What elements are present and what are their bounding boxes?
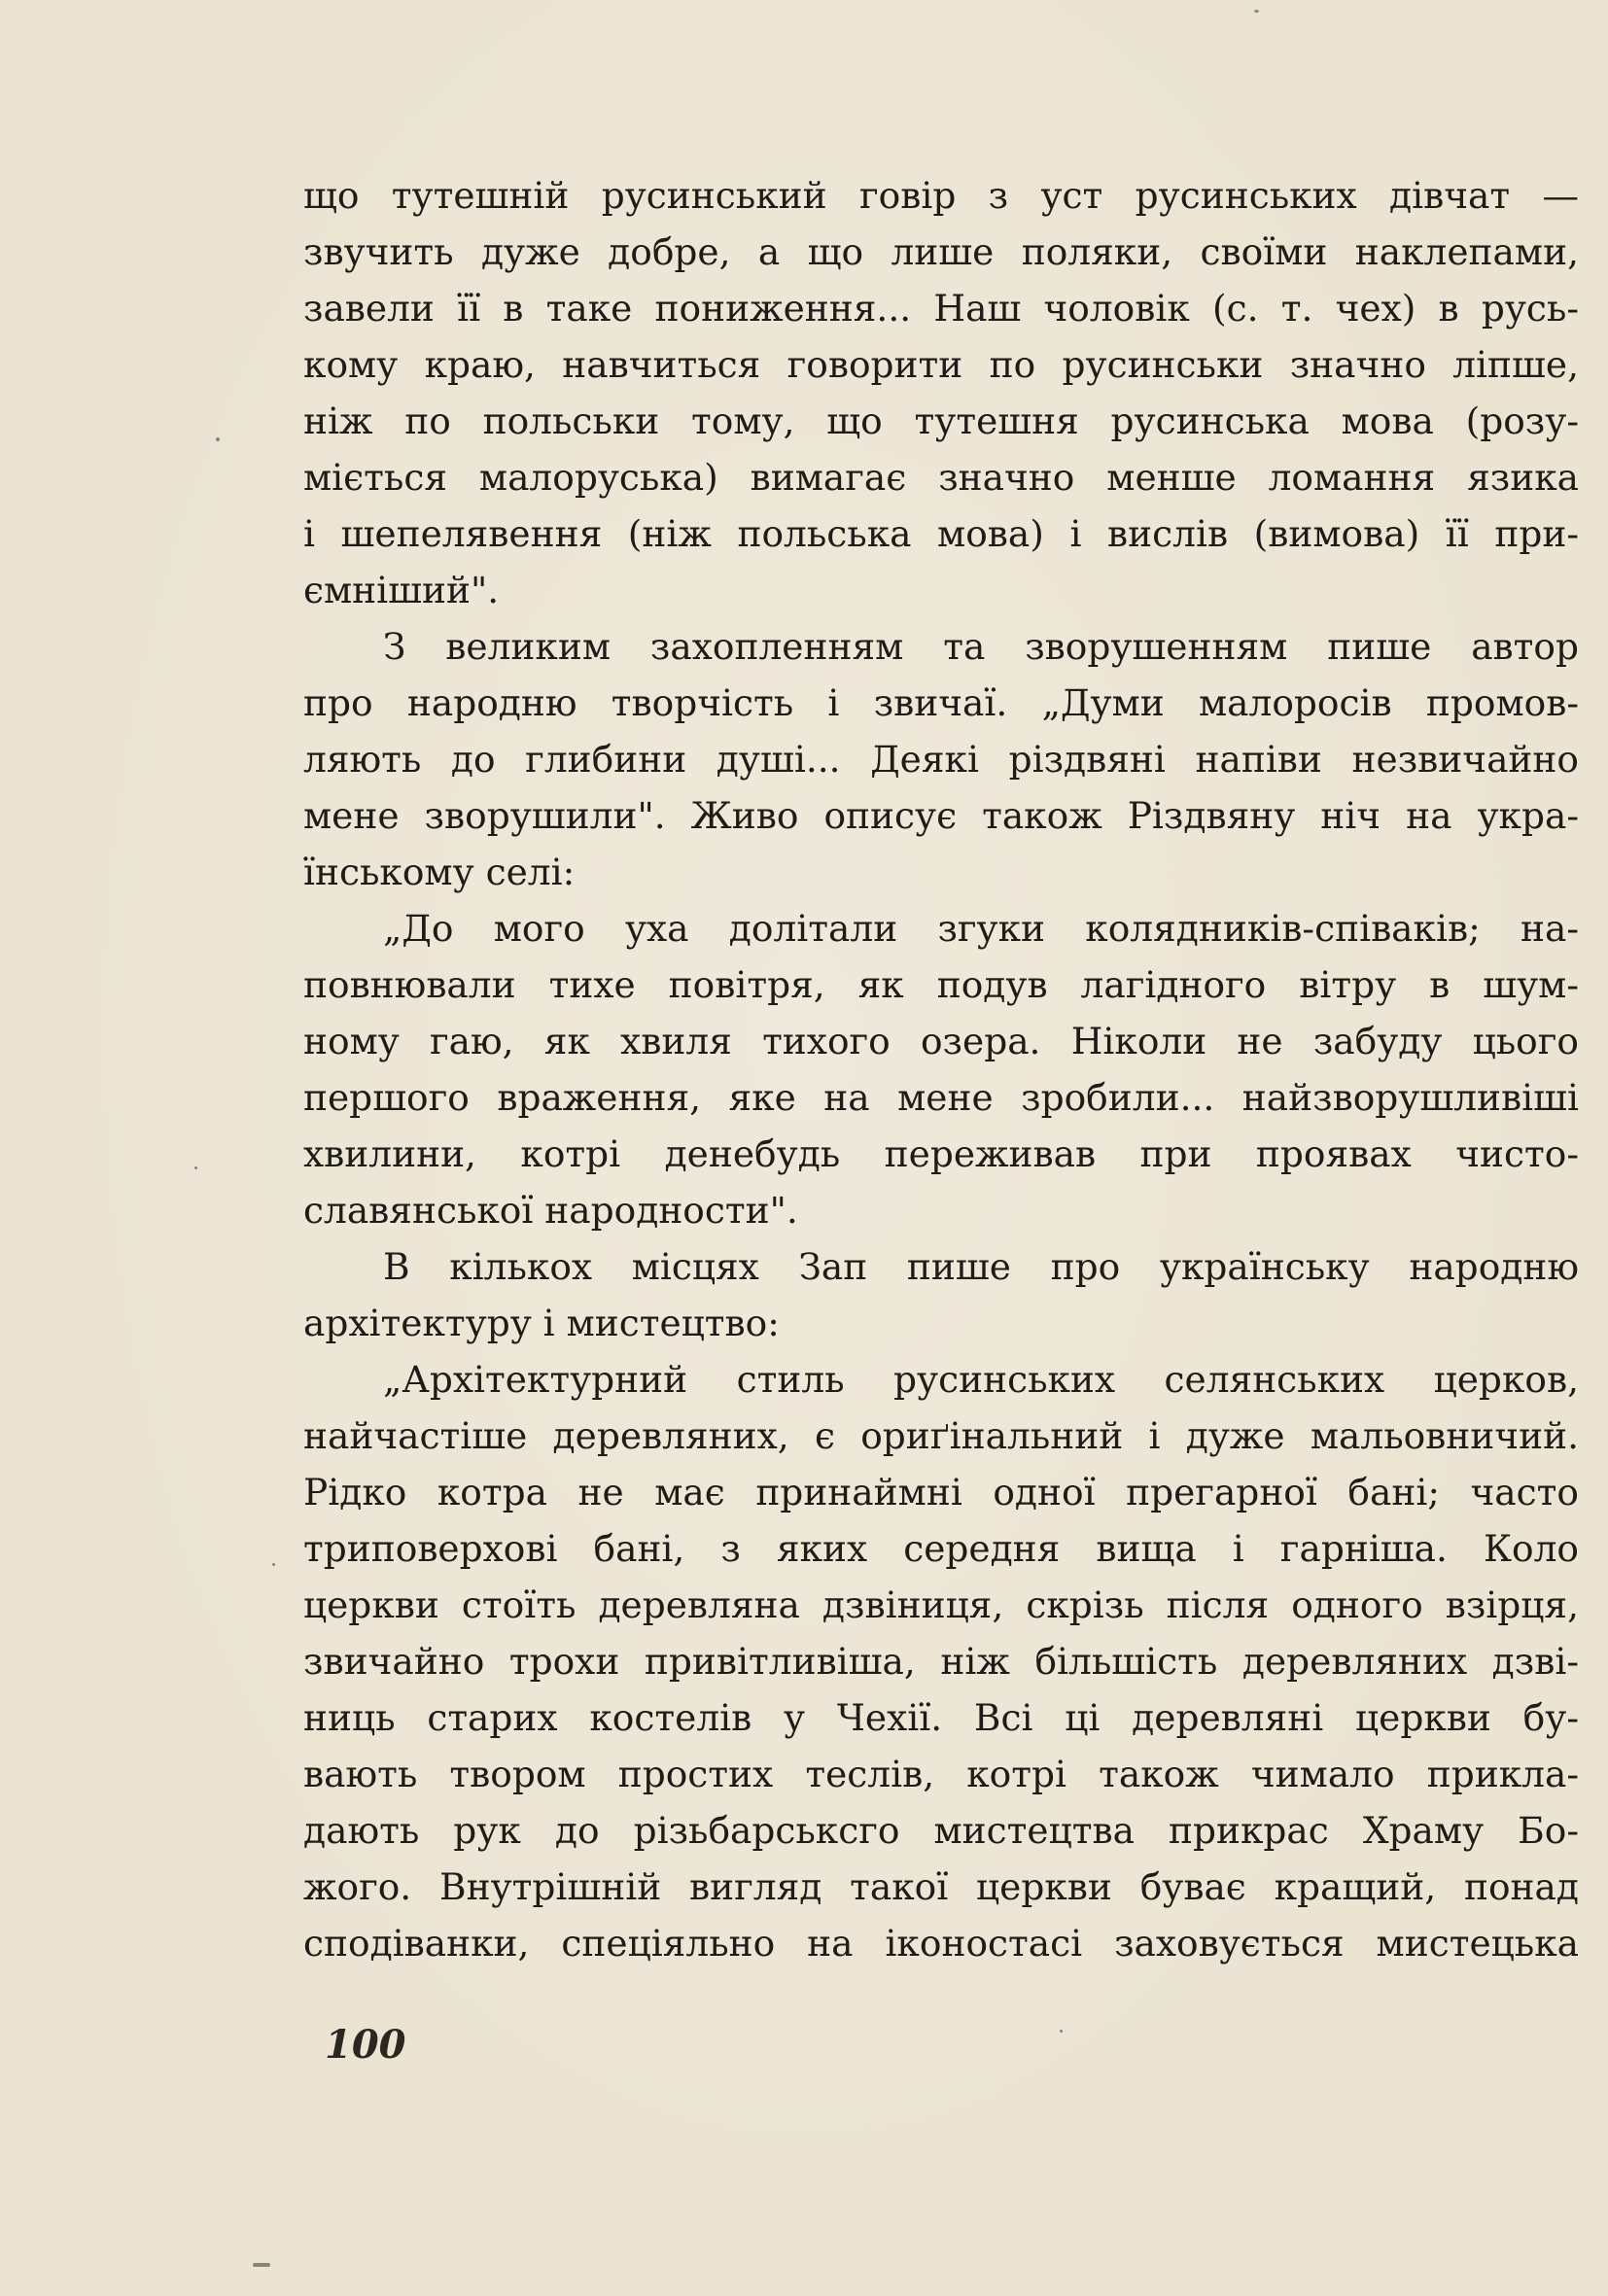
text-line: першого враження, яке на мене зробили... найзворушливіші <box>303 1076 1579 1119</box>
scan-speck <box>194 1166 197 1169</box>
text-line: мене зворушили". Живо описує також Різдвяну ніч на укра- <box>303 794 1579 837</box>
text-line: церкви стоїть деревляна дзвіниця, скрізь після одного взірця, <box>303 1583 1579 1626</box>
text-line: ємніший". <box>303 569 500 611</box>
scan-speck <box>1254 10 1259 13</box>
text-line: і шепелявення (ніж польська мова) і вислів (вимова) її при- <box>303 512 1579 555</box>
scan-speck <box>272 1563 275 1566</box>
text-line: їнському селі: <box>303 851 576 893</box>
text-line: що тутешній русинський говір з уст русинських дівчат — <box>303 174 1579 217</box>
text-line: завели її в таке пониження... Наш чоловік (с. т. чех) в русь- <box>303 287 1579 330</box>
text-line: кому краю, навчиться говорити по русинськи значно ліпше, <box>303 343 1579 386</box>
text-line: ниць старих костелів у Чехії. Всі ці деревляні церкви бу- <box>303 1696 1579 1739</box>
body-text <box>303 167 1579 1971</box>
text-line: архітектуру і мистецтво: <box>303 1302 780 1344</box>
text-line: найчастіше деревляних, є ориґінальний і дуже мальовничий. <box>303 1414 1579 1457</box>
text-line: Рідко котра не має принаймні одної прегарної бані; часто <box>303 1471 1579 1513</box>
text-line: славянської народности". <box>303 1189 798 1232</box>
text-line: триповерхові бані, з яких середня вища і гарніша. Коло <box>303 1527 1579 1570</box>
text-line: жого. Внутрішній вигляд такої церкви буває кращий, понад <box>303 1865 1579 1908</box>
text-line: повнювали тихе повітря, як подув лагідного вітру в шум- <box>303 963 1579 1006</box>
text-line: хвилини, котрі денебудь переживав при проявах чисто- <box>303 1132 1579 1175</box>
text-line: звучить дуже добре, а що лише поляки, своїми наклепами, <box>303 230 1579 273</box>
quote-start-line: „До мого уха долітали згуки колядників-співаків; на- <box>383 907 1579 950</box>
text-line: дають рук до різьбарськсго мистецтва прикрас Храму Бо- <box>303 1809 1579 1852</box>
page-number: 100 <box>325 2022 406 2068</box>
text-line: ному гаю, як хвиля тихого озера. Ніколи не забуду цього <box>303 1020 1579 1062</box>
text-line: ляють до глибини душі... Деякі різдвяні напіви незвичайно <box>303 738 1579 781</box>
quote-start-line: „Архітектурний стиль русинських селянських церков, <box>383 1358 1579 1401</box>
text-line: про народню творчість і звичаї. „Думи малоросів промов- <box>303 681 1579 724</box>
text-line: вають твором простих теслів, котрі також чимало прикла- <box>303 1753 1579 1795</box>
text-line: міється малоруська) вимагає значно менше ломання язика <box>303 456 1579 499</box>
text-line: звичайно трохи привітливіша, ніж більшість деревляних дзві- <box>303 1640 1579 1683</box>
paragraph-start-line: З великим захопленням та зворушенням пише автор <box>383 625 1579 668</box>
text-line: сподіванки, спеціяльно на іконостасі заховується мистецька <box>303 1922 1579 1965</box>
text-line: ніж по польськи тому, що тутешня русинська мова (розу- <box>303 400 1579 442</box>
scan-speck <box>253 2263 270 2267</box>
scan-speck <box>216 437 220 441</box>
scan-speck <box>1060 2030 1063 2033</box>
paragraph-start-line: В кількох місцях Зап пише про українську народню <box>383 1245 1579 1288</box>
